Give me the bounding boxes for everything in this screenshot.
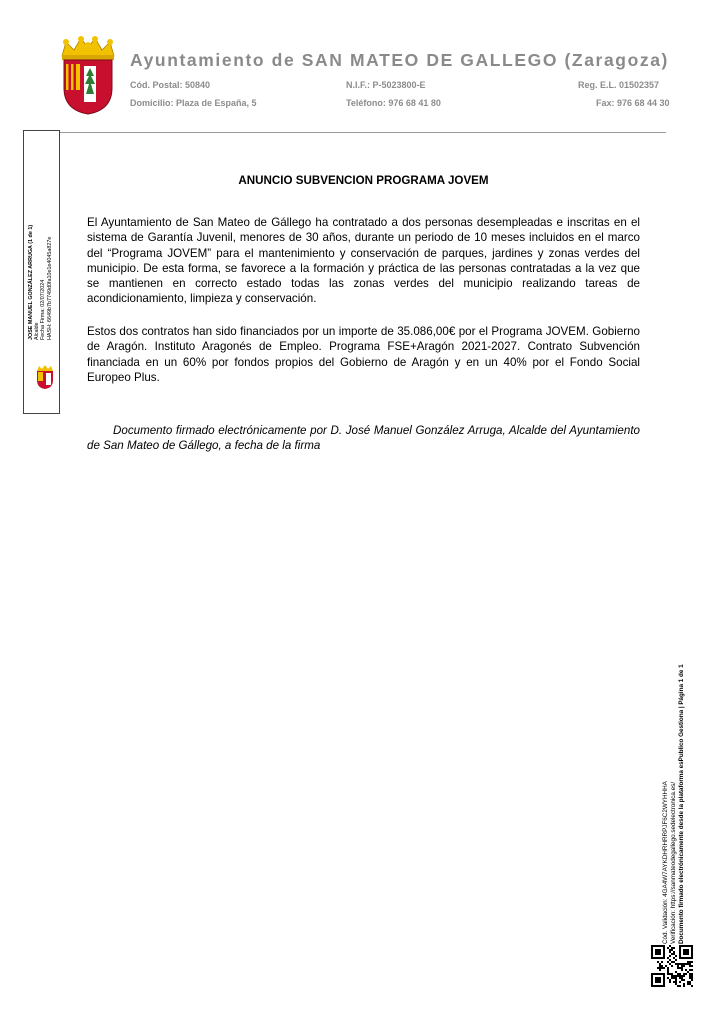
paragraph-signature-note: Documento firmado electrónicamente por D. José Manuel González Arruga, Alcalde del Ayuntamiento de San Mateo de Gállego, a fecha de la firma [87,424,640,453]
verification-url[interactable]: Verificación: https://sanmateodegallego.sedelectronica.es/ [670,781,677,944]
validation-code: Cód. Validación: 4GA4W7AYKDHRHRRPJF6C2WYHHHA [662,781,669,944]
address: Domicilio: Plaza de España, 5 [130,98,257,108]
signature-hash: HASH: 6649b7b7749d0fa10e1e4045a827e [46,236,53,340]
document-title: ANUNCIO SUBVENCION PROGRAMA JOVEM [238,174,489,187]
phone: Teléfono: 976 68 41 80 [346,98,441,108]
signer-name: JOSE MANUEL GONZÁLEZ ARRUGA (1 de 1) [28,224,34,340]
paragraph-intro: El Ayuntamiento de San Mateo de Gállego ha contratado a dos personas desempleadas e inscritas en el sistema de Garantía Juvenil, menores de 30 años, durante un periodo de 10 meses incluidos en el marco del “Programa JOVEM” para el mantenimiento y conservación de parques, jardines y zonas verdes del municipio. De esta forma, se favorece a la formación y práctica de las personas contratadas a la vez que se mantienen en correcto estado todas las zonas verdes del municipio realizando tareas de acondicionamiento, limpieza y conservación. [87,216,640,306]
signature-seal-icon [31,364,59,390]
nif: N.I.F.: P-5023800-E [346,80,426,90]
postal-code: Cód. Postal: 50840 [130,80,211,90]
verification-info [662,664,686,944]
organization-title: Ayuntamiento de SAN MATEO DE GALLEGO (Zaragoza) [130,50,669,70]
signature-date: Fecha Firma: 02/07/2024 [40,279,47,340]
header-divider [60,132,666,133]
qr-code-icon [651,945,693,987]
fax: Fax: 976 68 44 30 [596,98,670,108]
registry-number: Reg. E.L. 01502357 [578,80,660,90]
platform-note: Documento firmado electrónicamente desde la plataforma esPublico Gestiona | Página 1 de 1 [678,664,685,944]
signer-role: Alcalde [34,322,41,340]
paragraph-funding: Estos dos contratos han sido financiados por un importe de 35.086,00€ por el Programa JOVEM. Gobierno de Aragón. Instituto Aragonés de Empleo. Programa FSE+Aragón 2021-2027. Contrato Subvención financiada en un 60% por fondos propios del Gobierno de Aragón y en un 40% por el Fondo Social Europeo Plus. [87,325,640,384]
coat-of-arms-icon [54,36,122,116]
